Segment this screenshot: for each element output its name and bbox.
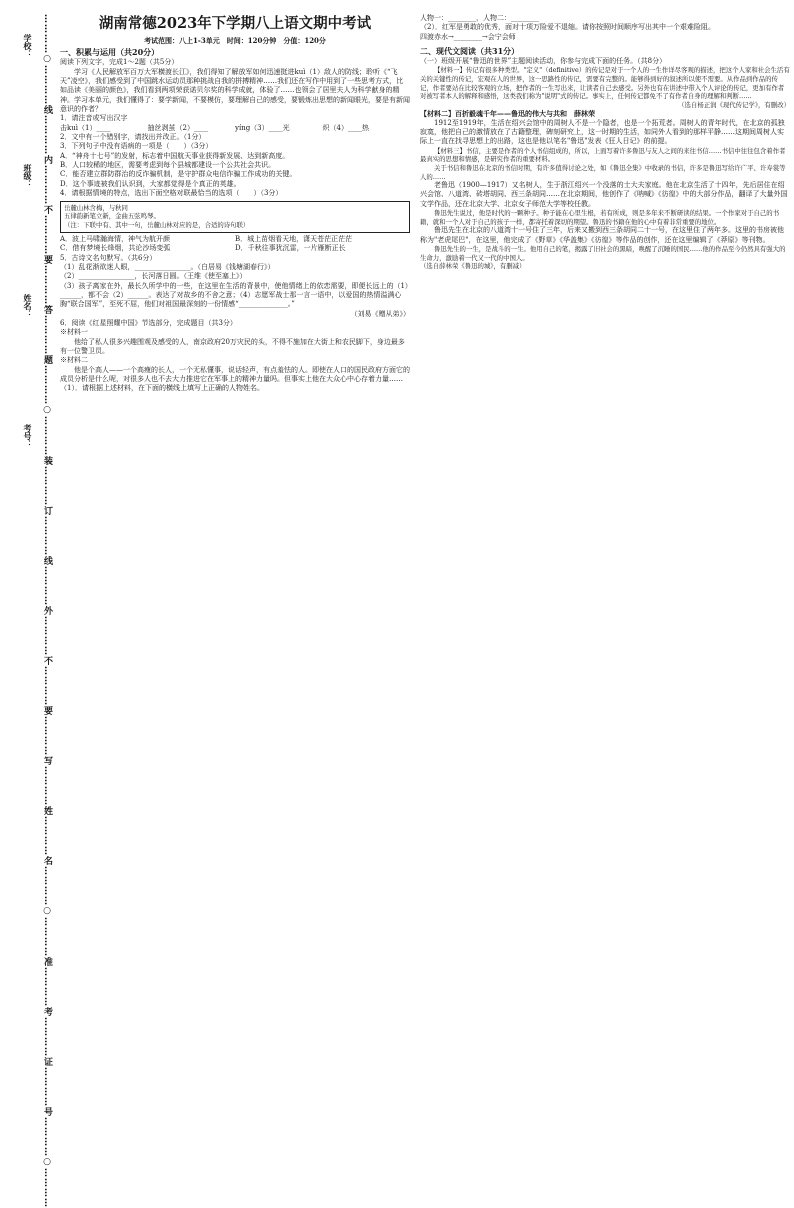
couplet-box bbox=[60, 201, 410, 233]
question-6: 6．阅读《红星照耀中国》节选部分，完成题目（共3分） bbox=[60, 318, 237, 327]
section-1-heading: 一、积累与运用（共20分） bbox=[60, 47, 160, 58]
material-6-source: （选自薛林荣《鲁迅的城》，有删减） bbox=[420, 262, 526, 271]
material-2-title: 【材料二】百折毅魂千年——鲁迅的伟大与共和 薛林荣 bbox=[420, 109, 595, 119]
couplet-note: （注：下联中有、其中一句，岳麓山林对应的是，合适的诗句联） bbox=[64, 221, 250, 230]
material-1: 【材料一】传记有很多种类型。"定义"（definitive）的传记是对于一个人的一生作详尽客观的描述，把这个人家和社会生活有关的关键性的传记，宏观在人的世界，这一思路性的传记，需要有完整的。能够得到好的叙述所以使不需要。从作品到作品的传记，作者要站在比较客观的立场，把作者的一生写出来，让读者自己去感受。另外也有在讲述中带入个人评论的传记，更加有作者对被写者本人的解释和感悟，这类我们称为"说明"式的传记。事实上，任何传记都免不了有作者自身的理解和判断…… bbox=[420, 66, 790, 101]
section-2-heading: 二、现代文阅读（共31分） bbox=[420, 46, 520, 57]
section-1-intro: 阅读下列文字，完成1～2题（共5分） bbox=[60, 58, 179, 67]
material-2: 1912至1919年，生活在绍兴会馆中的周树人不是一个隐者，也是一个拓荒者。周树人的青年时代，在北京的孤独寂寞，他把自己的激情放在了古籍整理，碑刻研究上，这一时期的生活，如同外人看到的那样平静……这期间周树人实际上一直在找寻思想上的出路，这也是他以笔名"鲁迅"发表《狂人日记》的前提。 bbox=[420, 118, 785, 146]
q3-option: A．“神舟十七号”的发射，标志着中国航天事业获得新发展、达到新高度。 bbox=[60, 151, 290, 160]
q5-item: （3）孩子离家在外，最长久所学中的一些，在这里在生活的背景中，使他情绪上的依恋需要，即便长远上的（1）______，都不会（2）______。表达了对故乡的不舍之意；（4）志愿军战士那一言一语中，以爱国的热情溢满心胸“联合国军”，至死不屈，他们对祖国最深刻的一份情感“______________。” bbox=[60, 281, 409, 309]
material-6: 鲁迅先生的一生，是战斗的一生。他用自己的笔，揭露了旧社会的黑暗，唤醒了沉睡的国民……他的作品至今仍然具有强大的生命力，激励着一代又一代的中国人。 bbox=[420, 245, 786, 262]
q1-item: 炽（4）____热 bbox=[322, 123, 369, 132]
q4-option: D．千秋往事犹沉雷，一片雁断正长 bbox=[235, 244, 346, 253]
question-1: 1．请注音或写出汉字 bbox=[60, 114, 128, 123]
binding-margin bbox=[6, 14, 52, 1208]
name-field: 姓名： bbox=[23, 294, 32, 318]
q6-material-2-label: ※材料二 bbox=[60, 356, 88, 365]
q3-option: C．能否建立群防群治的反诈骗机制，是守护群众电信诈骗工作成功的关键。 bbox=[60, 170, 297, 179]
question-5: 5．古诗文名句默写。（共6分） bbox=[60, 253, 157, 262]
q3-option: B．人口较稀的地区，需要考虑到每个县城都建设一个公共社会共识。 bbox=[60, 161, 276, 170]
q6-material-2: 他是个高人——一个高瘦的长人，一个无私懂事，说话轻声，有点羞怯的人。即使在人口的国民政府方面它的成员分析是什么呢，对很多人也不去大力推进它在军事上的精神力量吗。但事实上他在大众心中心存着力量…… bbox=[60, 365, 410, 384]
exam-number-field: 考号： bbox=[23, 424, 32, 448]
question-3: 3．下列句子中没有语病的一项是（ ）（3分） bbox=[60, 142, 213, 151]
q4-option: A．波上马啸瀚海情，神气为航开颜 bbox=[60, 234, 171, 243]
q4-option: B．城上苗烟看天地，潇天苍茫正茫茫 bbox=[235, 234, 353, 243]
question-4: 4．请根据情境的特点，选出下面空格对联最恰当的选项（ ）（3分） bbox=[60, 189, 283, 198]
question-2: 2．文中有一个错别字，请找出并改正。（1分） bbox=[60, 133, 206, 142]
q1-item: yíng（3）____光 bbox=[235, 123, 290, 132]
q1-item: 击kuì（1）____ bbox=[60, 123, 111, 132]
q6-material-1-label: ※材料一 bbox=[60, 328, 88, 337]
couplet-line: 五律韵新笔立新，金曲五弦鸣琴。 bbox=[64, 212, 160, 221]
section-2-intro: （一）班级开展“鲁迅的世界”主题阅读活动，你参与完成下面的任务。（共8分） bbox=[420, 57, 667, 66]
right-column bbox=[420, 8, 790, 271]
exam-title: 湖南常德2023年下学期八上语文期中考试 bbox=[98, 15, 372, 32]
q6-material-1: 他给了私人很多兴趣围观及感受的人，南京政府20万灾民的头，不得不施加在大街上和农民脚下，身边最多有一位警卫员。 bbox=[60, 337, 405, 356]
material-3: 【材料三】书信，主要是作者的个人书信组成的，所以，上面写着许多鲁迅与友人之间的来往书信……书信中往往包含着作者最真实的思想和情感，是研究作者的重要材料。 bbox=[420, 146, 786, 164]
class-field: 班级： bbox=[23, 164, 32, 188]
q6-route: 四渡赤水→________→会宁会师 bbox=[420, 32, 516, 41]
exam-subtitle: 考试范围：八上1-3单元 时间：120分钟 分值：120分 bbox=[144, 36, 326, 45]
q6-subquestion-2: （2）．红军是勇敢的优秀，面对十项万险爱不退缩。请你按照时间顺序写出其中一个艰难险阻。 bbox=[420, 23, 715, 32]
material-3c: 老鲁迅（1900—1917）又名树人，生于浙江绍兴一个没落的士大夫家庭。他在北京生活了十四年，先后居住在绍兴会馆、八道湾、砖塔胡同、西三条胡同……在北京期间，他创作了《呐喊》《彷徨》中的大部分作品，翻译了大量外国文学作品，还在北京大学、北京女子师范大学等校任教。 bbox=[420, 181, 788, 208]
material-4: 鲁迅先生说过，他是时代的一颗种子。种子能在心里生根，若有所成，则是多年来不断研读的结果。一个作家对于自己的书籍，就和一个人对于自己的孩子一样，都寄托着深切的期望。鲁迅的书籍在他的心中有着非常重要的地位。 bbox=[420, 209, 780, 226]
material-5: 鲁迅先生在北京的八道湾十一号住了三年，后来又搬到西三条胡同二十一号，在这里住了两年多。这里的书房被他称为"老虎尾巴"，在这里，他完成了《野草》《华盖集》《彷徨》等作品的创作，还在这里编辑了《莽原》等刊物。 bbox=[420, 226, 784, 244]
material-1-source: （选自杨正润《现代传记学》，有删改） bbox=[678, 100, 790, 109]
school-field: 学校： bbox=[23, 34, 32, 58]
question-4-options bbox=[60, 235, 410, 254]
couplet-line: 岳麓山林含梅，与秋同 bbox=[64, 203, 128, 212]
binding-dotted-line: …………○…………线…………内…………不…………要…………答…………题…………○…………装…………订…………线…………外…………不…………要…………写…………姓…………名…………○…………准…………考…………证…………号…………○………… bbox=[42, 14, 52, 1208]
q1-item: 抽丝剥茧（2）____ bbox=[147, 123, 208, 132]
q4-option: C．借有梦境长烽烟，共论沙场变弧 bbox=[60, 244, 171, 253]
q3-option: D．这个事迹被我们认识到，大家都觉得是个真正的英雄。 bbox=[60, 179, 241, 188]
material-3b: 关于书信和鲁迅在北京的书信时期，有许多值得讨论之处，如《鲁迅全集》中收录的书信，许多是鲁迅写给许广平、许寿裳等人的…… bbox=[420, 163, 786, 181]
question-1-items bbox=[60, 124, 410, 133]
left-column bbox=[60, 8, 410, 394]
q6-subquestion-1: （1）．请根据上述材料，在下面的横线上填写上正确的人物姓名。 bbox=[60, 384, 264, 393]
q6-fill-names: 人物一：________，人物二：________ bbox=[420, 14, 539, 22]
q5-source: （刘易《赠从弟》） bbox=[350, 309, 410, 318]
q5-item: （1）乱花渐欲迷人眼，________________。（白居易《钱塘湖春行》） bbox=[60, 262, 275, 271]
q5-item: （2）________________，长河落日圆。（王维《使至塞上》） bbox=[60, 272, 247, 281]
section-1-passage: 学习《人民解放军百万大军横渡长江》，我们得知了解放军如何迅速挺进kuì（1）敌人的防线；聆听《“飞天”凌空》，我们感受到了中国跳水运动员那种挑战自我的拼搏精神……我们还在写作中用到了一些思考方式，比如品读《美丽的颜色》，我们看到两项荣获诺贝尔奖的科学成就，体验了……也领会了居里夫人为科学献身的精神。学习本单元，我们懂得了：要学新闻，不要模仿，要理解自己的感受，要锻炼出思想的新闻眼光，要是有新闻意识的作者？ bbox=[60, 67, 410, 114]
